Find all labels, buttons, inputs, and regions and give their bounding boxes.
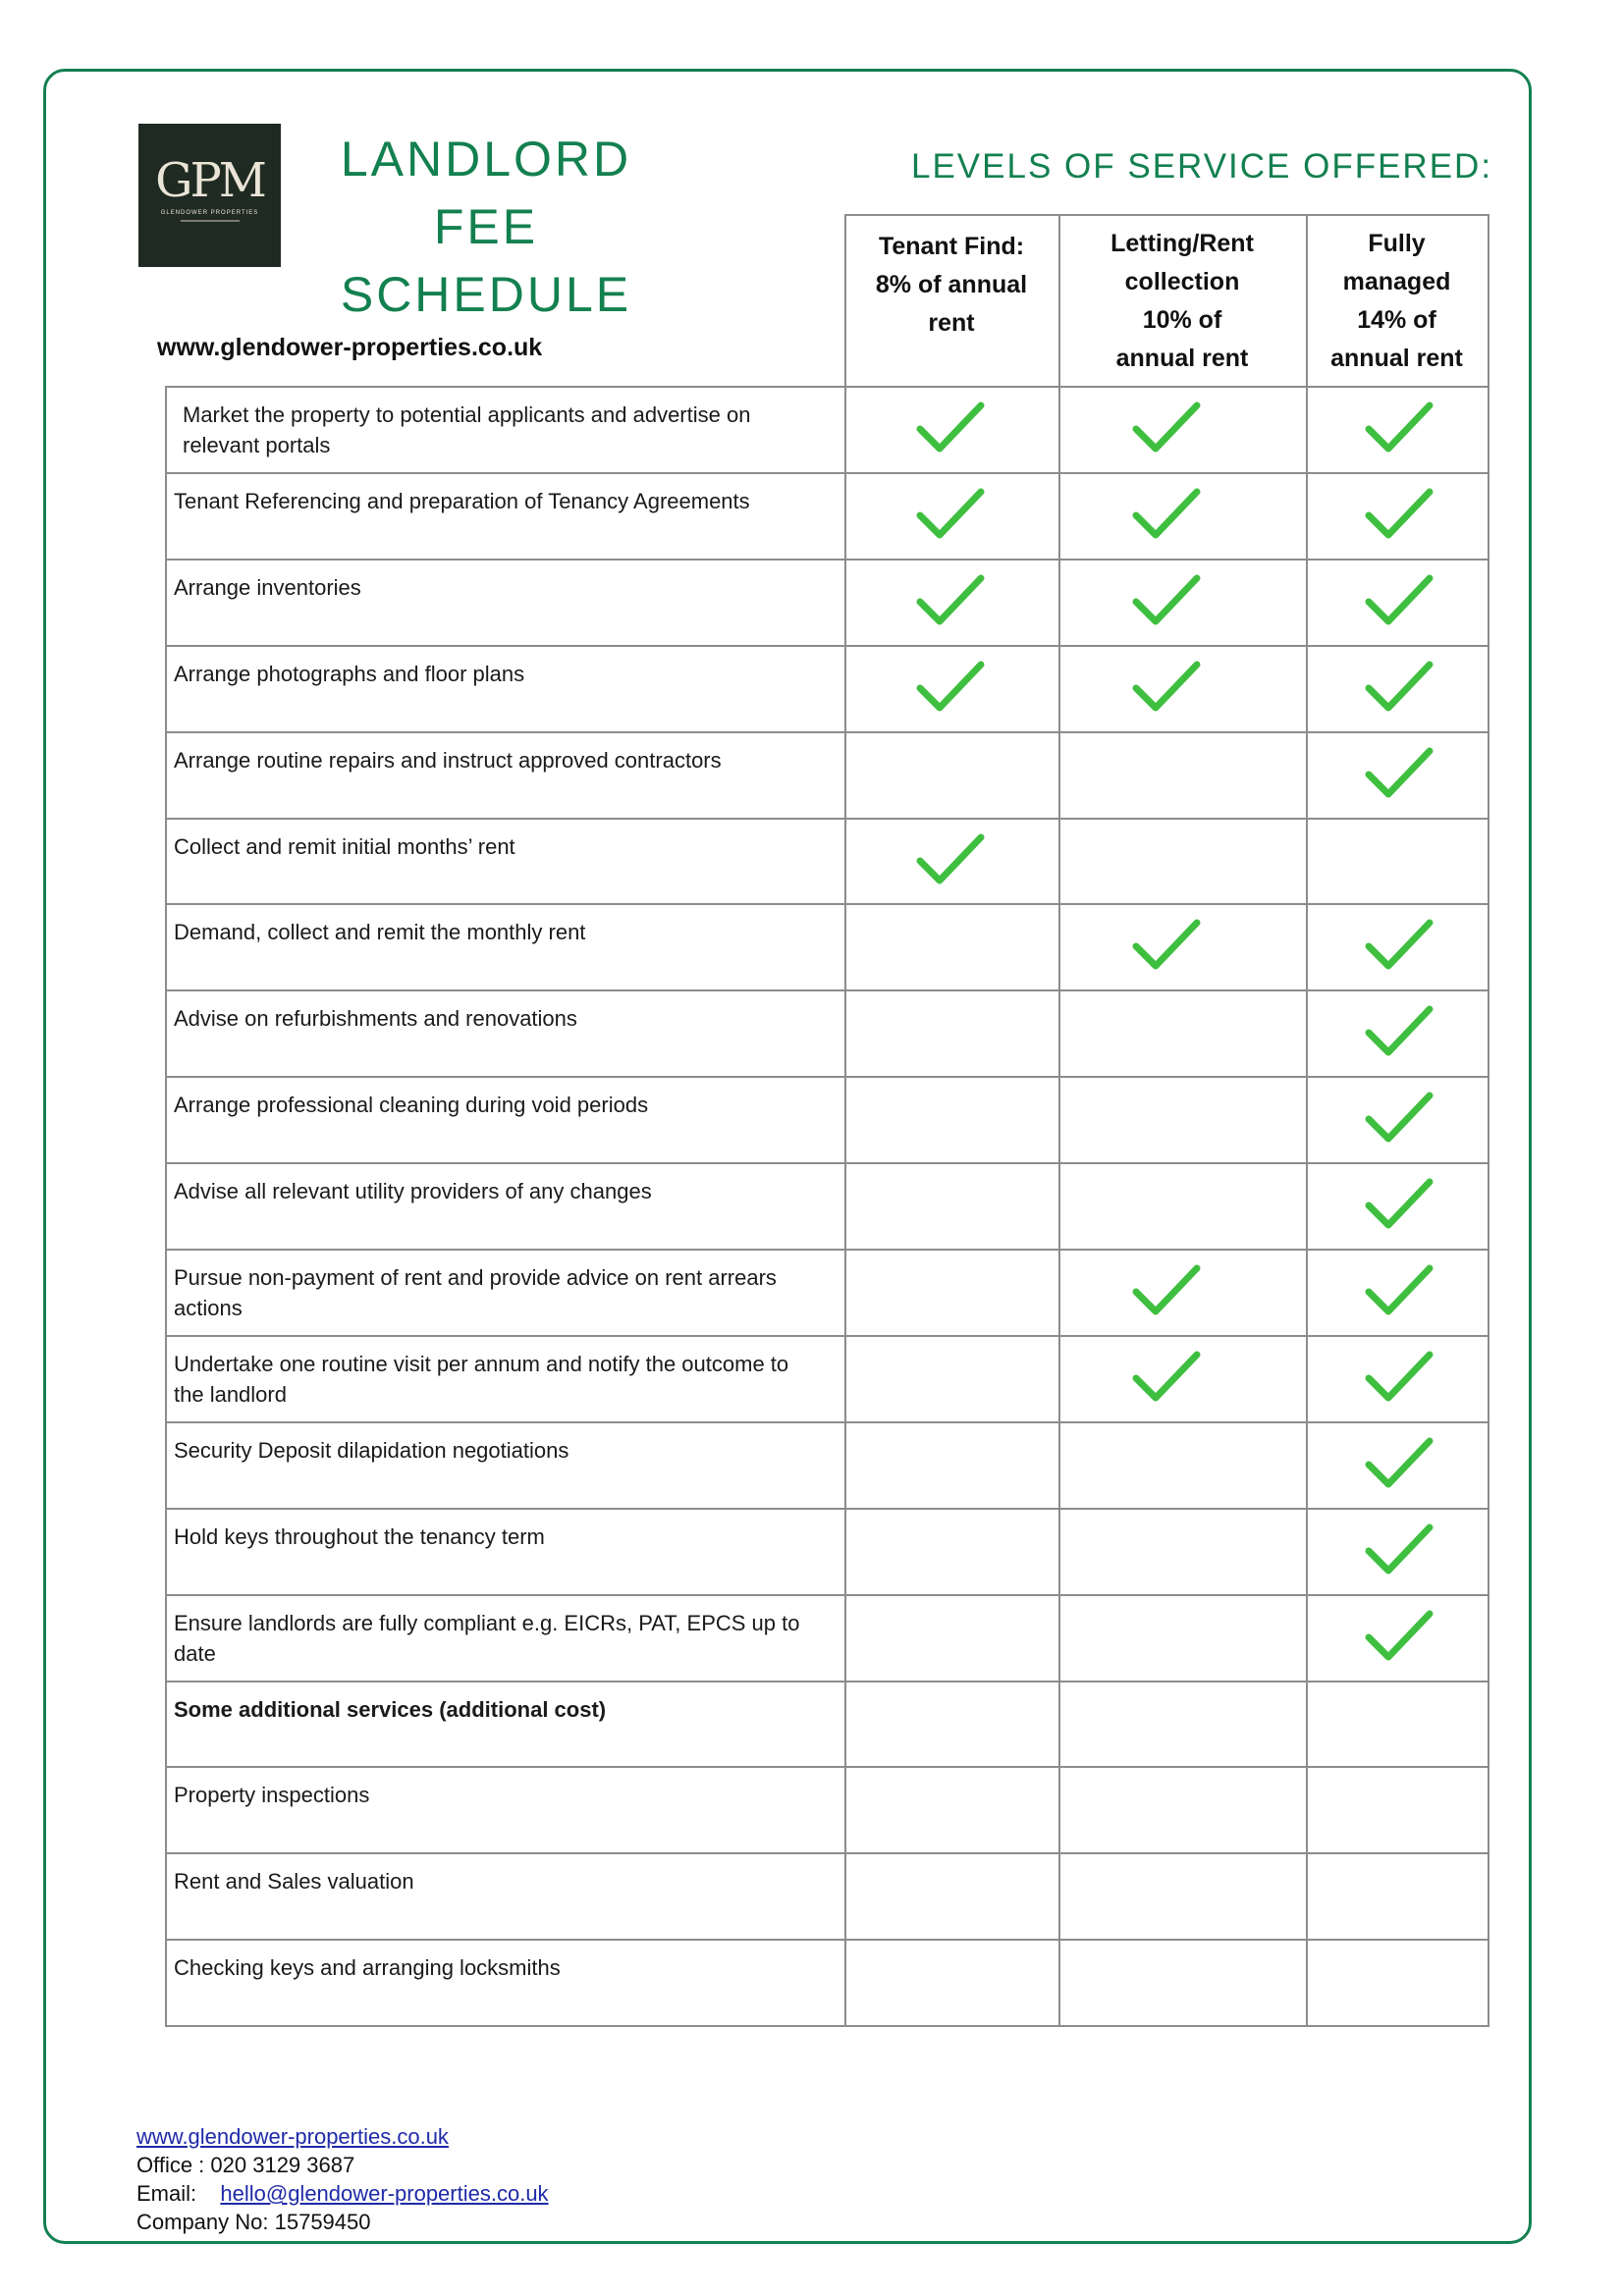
service-row-label xyxy=(174,1866,841,1896)
check-mark-icon xyxy=(916,659,985,716)
check-mark-icon xyxy=(1365,400,1434,456)
company-logo xyxy=(138,124,281,267)
check-mark-icon xyxy=(1132,1262,1201,1319)
service-row-label-line: Arrange professional cleaning during void periods xyxy=(174,1093,649,1118)
service-row-label xyxy=(174,1176,841,1206)
grid-line xyxy=(165,386,167,2025)
grid-line xyxy=(165,1939,1489,1941)
check-mark-icon xyxy=(1365,486,1434,543)
column-header-line: managed xyxy=(1342,268,1451,295)
check-mark-icon xyxy=(1132,1349,1201,1406)
grid-line xyxy=(165,818,1489,820)
column-header xyxy=(844,228,1058,343)
title-line: FEE xyxy=(433,199,539,254)
column-header-line: rent xyxy=(928,309,975,337)
service-row-label xyxy=(174,1952,841,1983)
footer-office: Office : 020 3129 3687 xyxy=(136,2153,355,2177)
footer-email-label: Email: xyxy=(136,2181,197,2206)
check-mark-icon xyxy=(1365,1003,1434,1060)
title-line: SCHEDULE xyxy=(340,267,632,322)
service-row-label-line: Checking keys and arranging locksmiths xyxy=(174,1955,561,1981)
service-row-label-line: Arrange inventories xyxy=(174,574,361,600)
grid-line xyxy=(165,1335,1489,1337)
service-row-label xyxy=(174,1608,841,1669)
grid-line xyxy=(165,1594,1489,1596)
service-row-label xyxy=(174,1349,841,1410)
grid-line xyxy=(165,903,1489,905)
grid-line xyxy=(165,1249,1489,1251)
service-row-label-line: Undertake one routine visit per annum and notify the outcome to xyxy=(174,1351,789,1376)
grid-line xyxy=(165,386,1489,388)
check-mark-icon xyxy=(1365,1262,1434,1319)
service-row-label-line: Hold keys throughout the tenancy term xyxy=(174,1523,545,1549)
service-row-label xyxy=(174,1780,841,1810)
service-row-label-line: Arrange photographs and floor plans xyxy=(174,661,525,686)
service-row-label-line: Market the property to potential applicants and advertise on xyxy=(183,402,751,427)
check-mark-icon xyxy=(1365,917,1434,974)
grid-line xyxy=(165,645,1489,647)
column-header-line: 8% of annual xyxy=(875,271,1028,298)
column-header-line: Tenant Find: xyxy=(878,233,1025,260)
footer-website-link[interactable]: www.glendower-properties.co.uk xyxy=(136,2124,449,2149)
service-row-label xyxy=(174,1522,841,1552)
check-mark-icon xyxy=(1365,1522,1434,1578)
check-mark-icon xyxy=(916,572,985,629)
service-row-label xyxy=(174,831,841,862)
levels-heading: LEVELS OF SERVICE OFFERED: xyxy=(911,147,1493,186)
grid-line xyxy=(165,1421,1489,1423)
check-mark-icon xyxy=(1132,572,1201,629)
column-header xyxy=(1058,225,1306,378)
check-mark-icon xyxy=(1365,659,1434,716)
grid-line xyxy=(844,214,846,2025)
column-header-line: Fully xyxy=(1368,230,1426,257)
footer-email-link[interactable]: hello@glendower-properties.co.uk xyxy=(220,2181,549,2206)
service-row-label xyxy=(174,486,841,516)
service-row-label xyxy=(174,1435,841,1466)
service-row-label-line: date xyxy=(174,1640,216,1666)
title-line: LANDLORD xyxy=(340,132,632,187)
service-row-label xyxy=(174,917,841,947)
column-header-line: annual rent xyxy=(1330,345,1463,372)
check-mark-icon xyxy=(1132,486,1201,543)
header-website[interactable]: www.glendower-properties.co.uk xyxy=(157,334,543,361)
service-row-label-line: Security Deposit dilapidation negotiations xyxy=(174,1437,569,1463)
check-mark-icon xyxy=(916,831,985,888)
footer xyxy=(136,2122,549,2236)
footer-email-row xyxy=(136,2179,549,2208)
check-mark-icon xyxy=(1132,917,1201,974)
check-mark-icon xyxy=(1365,1176,1434,1233)
logo-mark: GPM xyxy=(155,153,264,208)
grid-line xyxy=(165,1076,1489,1078)
service-row-label-line: Tenant Referencing and preparation of Tenancy Agreements xyxy=(174,488,750,513)
grid-line xyxy=(165,1508,1489,1510)
column-header-line: 10% of xyxy=(1142,306,1222,334)
page-border xyxy=(43,69,1532,2244)
service-row-label-line: Property inspections xyxy=(174,1783,370,1808)
service-row-label xyxy=(174,1090,841,1120)
grid-line xyxy=(165,2025,1489,2027)
check-mark-icon xyxy=(1365,1608,1434,1665)
grid-line xyxy=(165,1681,1489,1682)
service-row-label-line: actions xyxy=(174,1296,243,1320)
grid-line xyxy=(1058,214,1060,2025)
column-header-line: collection xyxy=(1124,268,1240,295)
check-mark-icon xyxy=(916,400,985,456)
logo-rule xyxy=(181,220,240,222)
grid-line xyxy=(165,559,1489,561)
service-row-label xyxy=(174,572,841,603)
grid-line xyxy=(165,731,1489,733)
grid-line xyxy=(165,1852,1489,1854)
check-mark-icon xyxy=(916,486,985,543)
service-row-label-line: relevant portals xyxy=(183,433,331,457)
grid-line xyxy=(165,1162,1489,1164)
service-row-label xyxy=(174,659,841,689)
service-row-label xyxy=(174,1003,841,1034)
grid-line xyxy=(1488,214,1489,2027)
check-mark-icon xyxy=(1132,400,1201,456)
footer-company-number: Company No: 15759450 xyxy=(136,2210,371,2234)
service-row-label-line: Collect and remit initial months’ rent xyxy=(174,833,515,859)
service-row-label-line: Advise on refurbishments and renovations xyxy=(174,1006,577,1032)
grid-line xyxy=(165,1766,1489,1768)
check-mark-icon xyxy=(1365,1090,1434,1147)
check-mark-icon xyxy=(1365,1435,1434,1492)
column-header-line: annual rent xyxy=(1115,345,1249,372)
column-header-line: 14% of xyxy=(1357,306,1436,334)
service-row-label-line: Rent and Sales valuation xyxy=(174,1869,414,1895)
service-row-label xyxy=(174,745,841,775)
check-mark-icon xyxy=(1365,572,1434,629)
service-row-label-line: Advise all relevant utility providers of any changes xyxy=(174,1179,652,1204)
check-mark-icon xyxy=(1132,659,1201,716)
service-row-label-line: Some additional services (additional cost) xyxy=(174,1696,607,1722)
column-header xyxy=(1306,225,1488,378)
check-mark-icon xyxy=(1365,1349,1434,1406)
service-row-label xyxy=(174,1694,841,1725)
service-row-label xyxy=(183,400,850,460)
grid-line xyxy=(1306,214,1308,2025)
grid-line xyxy=(844,214,1488,216)
service-row-label-line: Arrange routine repairs and instruct approved contractors xyxy=(174,747,722,773)
grid-line xyxy=(165,472,1489,474)
column-header-line: Letting/Rent xyxy=(1110,230,1254,257)
logo-tagline: GLENDOWER PROPERTIES xyxy=(160,210,259,216)
service-row-label-line: Ensure landlords are fully compliant e.g. EICRs, PAT, EPCS up to xyxy=(174,1610,800,1635)
service-row-label-line: Demand, collect and remit the monthly rent xyxy=(174,920,586,945)
check-mark-icon xyxy=(1365,745,1434,802)
service-row-label-line: Pursue non-payment of rent and provide advice on rent arrears xyxy=(174,1265,777,1290)
service-row-label-line: the landlord xyxy=(174,1381,287,1407)
document-title xyxy=(324,126,648,329)
grid-line xyxy=(165,989,1489,991)
service-row-label xyxy=(174,1262,841,1323)
